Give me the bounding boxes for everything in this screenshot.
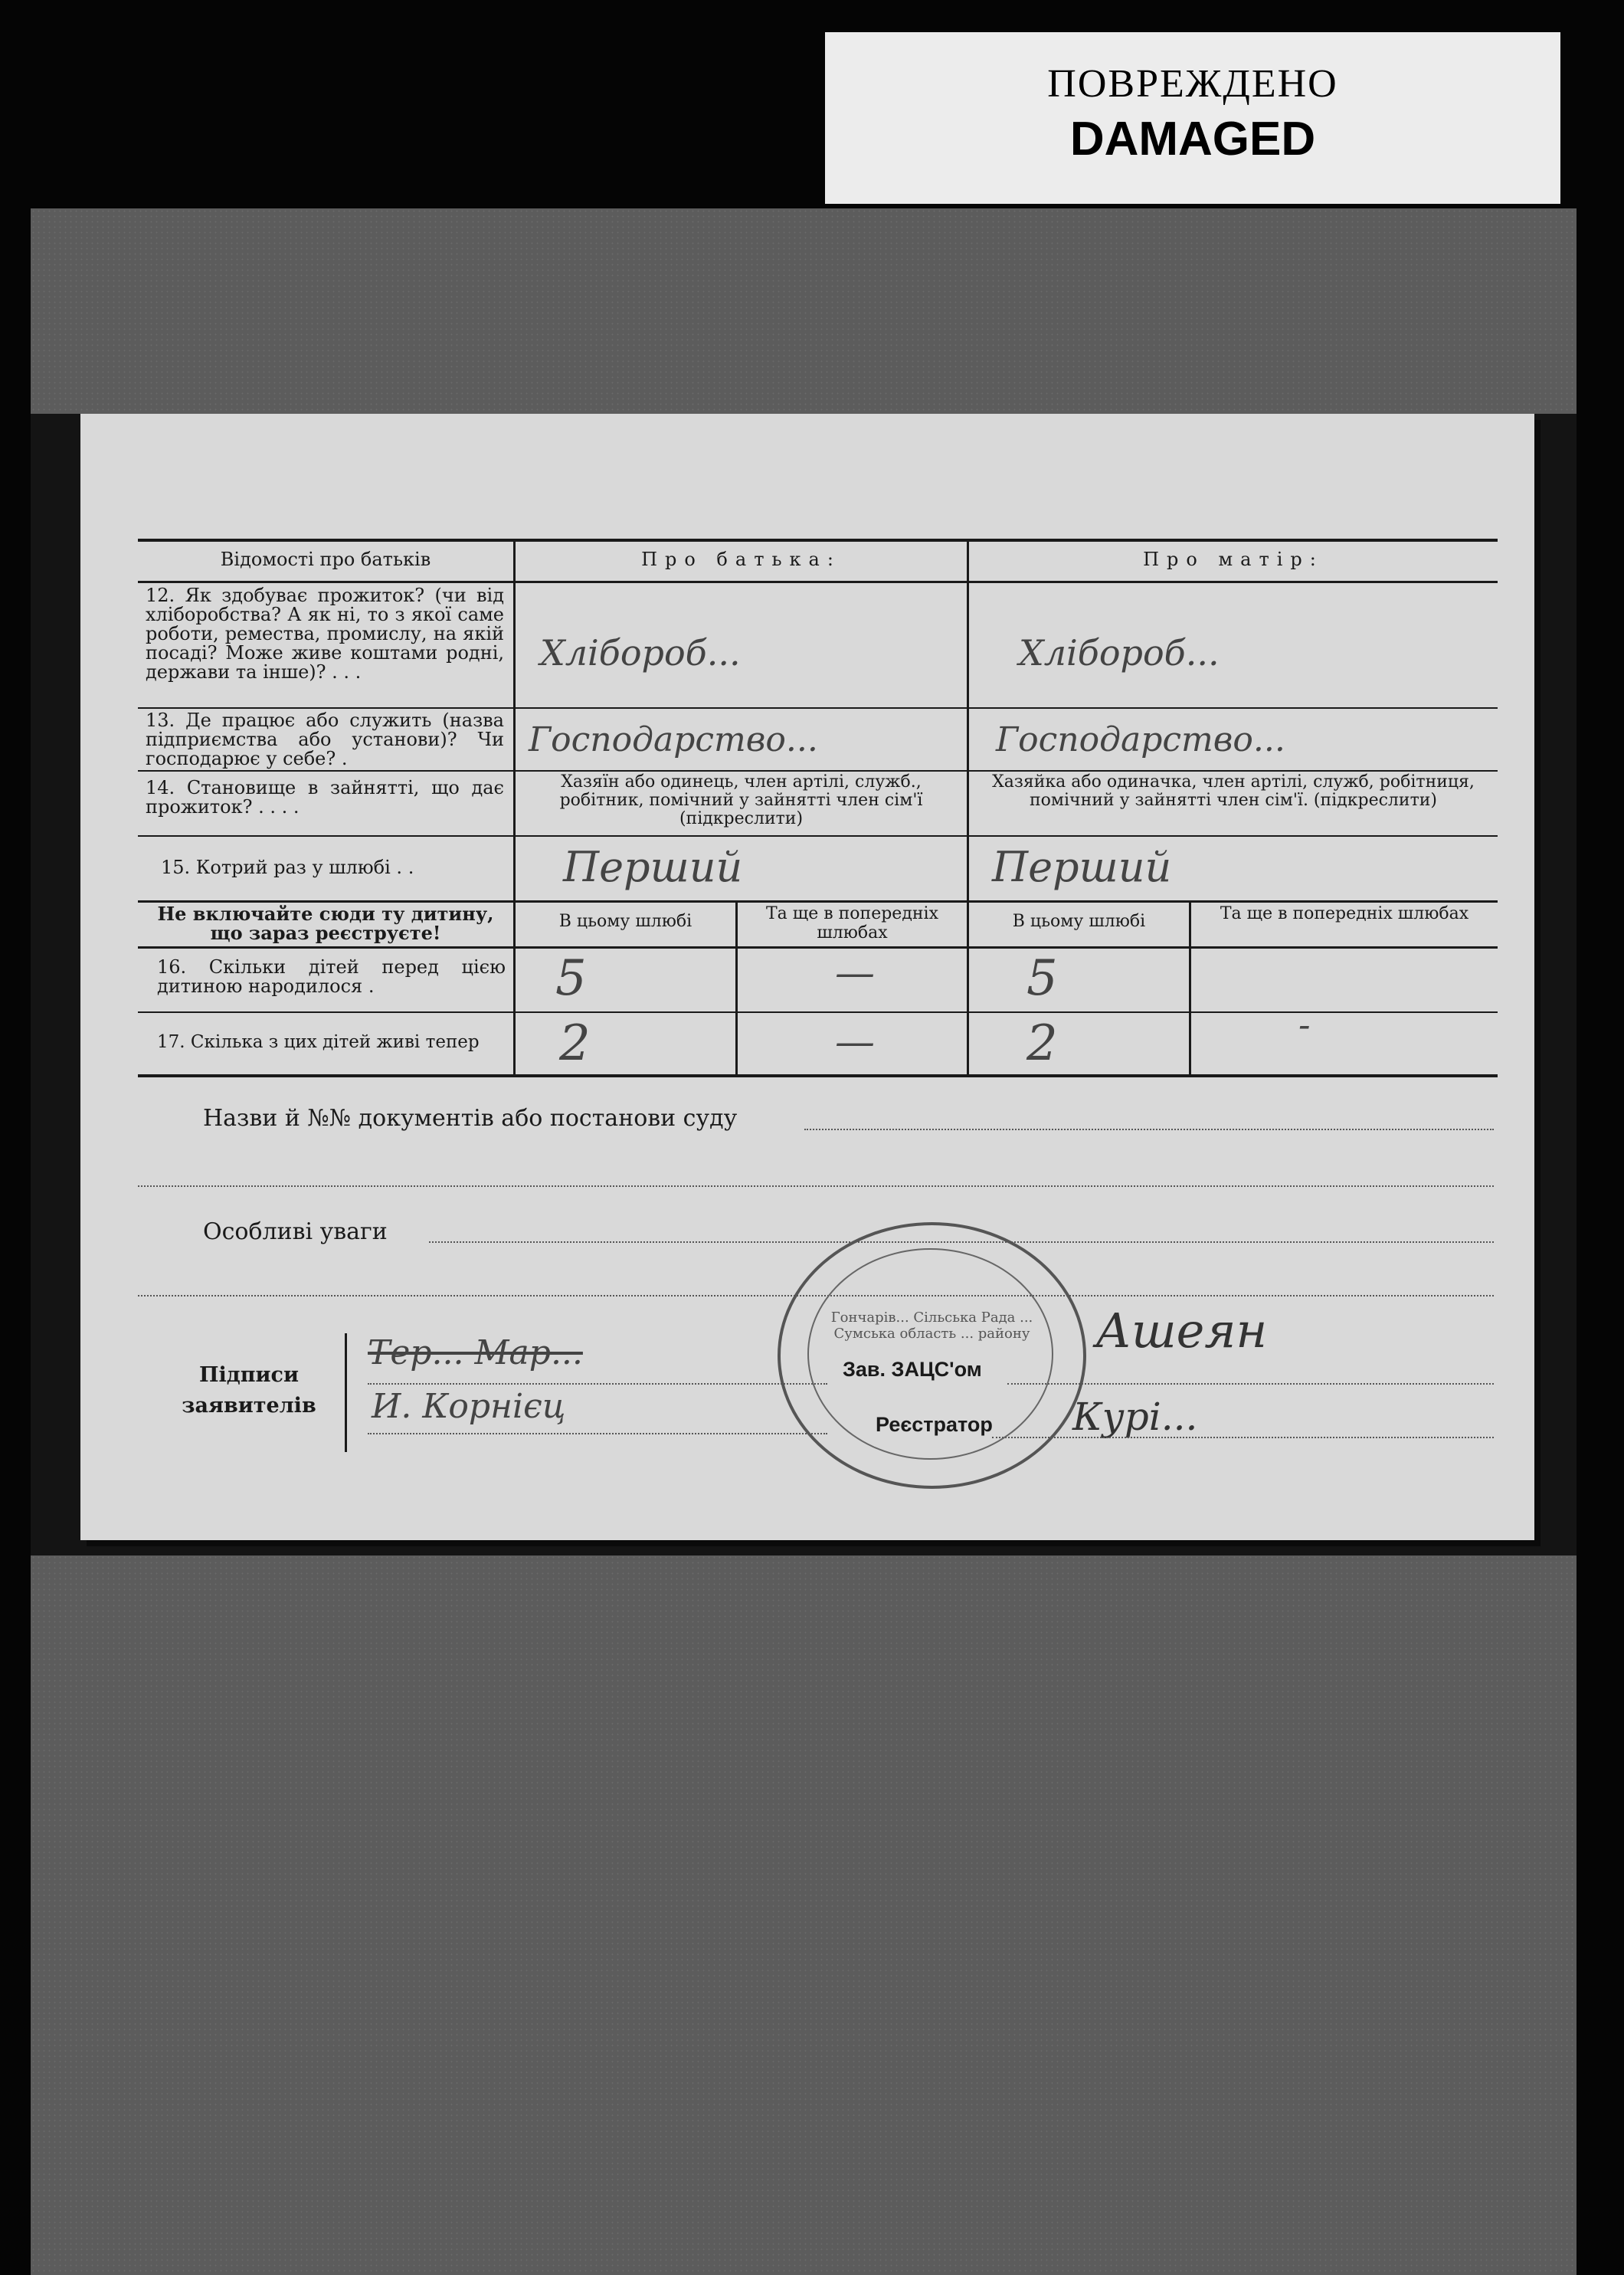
registrar-signature: Курі... [1072, 1395, 1198, 1439]
row-12-father-value: Хлібороб... [540, 632, 741, 674]
row-rule [138, 770, 1498, 772]
father-prev-marriages-header: Та ще в попередніх шлюбах [766, 904, 938, 942]
row-12-label: 12. Як здобуває прожиток? (чи від хліборобства? А як ні, то з якої саме роботи, ремества, промислу, на якій посаді? Може живе коштами родні, держави та інше)? . . . [146, 585, 504, 683]
row-13-father-value: Господарство... [529, 720, 818, 759]
row-14-label: 14. Становище в зайнятті, що дає прожиток? . . . . [146, 777, 504, 818]
signatures-brace [345, 1333, 347, 1452]
damaged-label-en: DAMAGED [1069, 113, 1316, 166]
col-rule [967, 540, 969, 1076]
header-parents-info: Відомості про батьків [220, 549, 431, 570]
official-stamp [778, 1222, 1086, 1489]
signatures-label [180, 1360, 318, 1421]
applicant-signature-2: И. Корнієц [372, 1387, 566, 1426]
row-16-father-prev: — [835, 950, 875, 996]
registration-form-card [80, 414, 1534, 1540]
head-zags-label: Зав. ЗАЦС'ом [843, 1358, 982, 1381]
row-16-father-this: 5 [555, 950, 587, 1007]
applicant-signature-1: Тер... Мар... [368, 1333, 583, 1372]
signatures-label-line2: заявителів [182, 1394, 316, 1418]
documents-label: Назви й №№ документів або постанови суду [203, 1105, 738, 1132]
damaged-label [825, 32, 1560, 204]
table-top-rule [138, 539, 1498, 542]
applicant-line-2 [368, 1433, 827, 1434]
signatures-label-line1: Підписи [198, 1363, 299, 1387]
applicant-line-1 [368, 1383, 827, 1385]
row-16-mother-this: 5 [1026, 950, 1058, 1007]
row-13-label: 13. Де працює або служить (назва підприємства або установи)? Чи господарює у себе? . [146, 710, 504, 769]
father-this-marriage-header: В цьому шлюбі [558, 912, 692, 931]
registrar-line [992, 1437, 1494, 1438]
col-rule [1189, 902, 1191, 1076]
row-17-mother-prev: - [1298, 1004, 1311, 1045]
exclude-note: Не включайте сюди ту дитину, що зараз реєструєте! [157, 903, 494, 944]
header-father: Про батька: [641, 549, 841, 570]
table-header-rule [138, 581, 1498, 583]
stamp-text: Гончарів... Сільська Рада ... Сумська область ... району [830, 1310, 1033, 1342]
remarks-label: Особливі уваги [203, 1218, 388, 1245]
row-14-father-options: Хазяїн або одинець, член артілі, служб., робітник, помічний у зайнятті член сім'ї (підкреслити) [559, 772, 923, 828]
row-12-mother-value: Хлібороб... [1019, 632, 1220, 674]
col-rule [513, 540, 516, 1076]
row-17-label: 17. Скілька з цих дітей живі тепер [157, 1032, 480, 1052]
documents-line [804, 1129, 1494, 1130]
row-15-father-value: Перший [563, 843, 743, 891]
row-17-mother-this: 2 [1026, 1015, 1058, 1072]
row-17-father-prev: — [835, 1019, 875, 1065]
row-rule [138, 946, 1498, 949]
documents-line-2 [138, 1185, 1494, 1187]
row-15-label: 15. Котрий раз у шлюбі . . [161, 857, 414, 878]
header-mother: Про матір: [1143, 549, 1324, 570]
damaged-label-ua: ПОВРЕЖДЕНО [1047, 62, 1338, 106]
row-rule [138, 835, 1498, 837]
mother-prev-marriages-header: Та ще в попередніх шлюбах [1220, 904, 1469, 923]
row-17-father-this: 2 [559, 1015, 591, 1072]
row-15-mother-value: Перший [992, 843, 1172, 891]
row-16-label: 16. Скільки дітей перед цією дитиною народилося . [157, 956, 506, 997]
mother-this-marriage-header: В цьому шлюбі [1012, 912, 1146, 931]
registrar-label: Реєстратор [876, 1413, 993, 1436]
stamp-inner-ring [807, 1248, 1053, 1460]
row-13-mother-value: Господарство... [996, 720, 1285, 759]
row-14-mother-options: Хазяйка або одиначка, член артілі, служб, робітниця, помічний у зайнятті член сім'ї. (підкреслити) [992, 772, 1475, 810]
table-bottom-rule [138, 1074, 1498, 1077]
row-rule [138, 1011, 1498, 1013]
row-rule [138, 707, 1498, 709]
head-zags-signature: Ашеян [1095, 1303, 1268, 1359]
